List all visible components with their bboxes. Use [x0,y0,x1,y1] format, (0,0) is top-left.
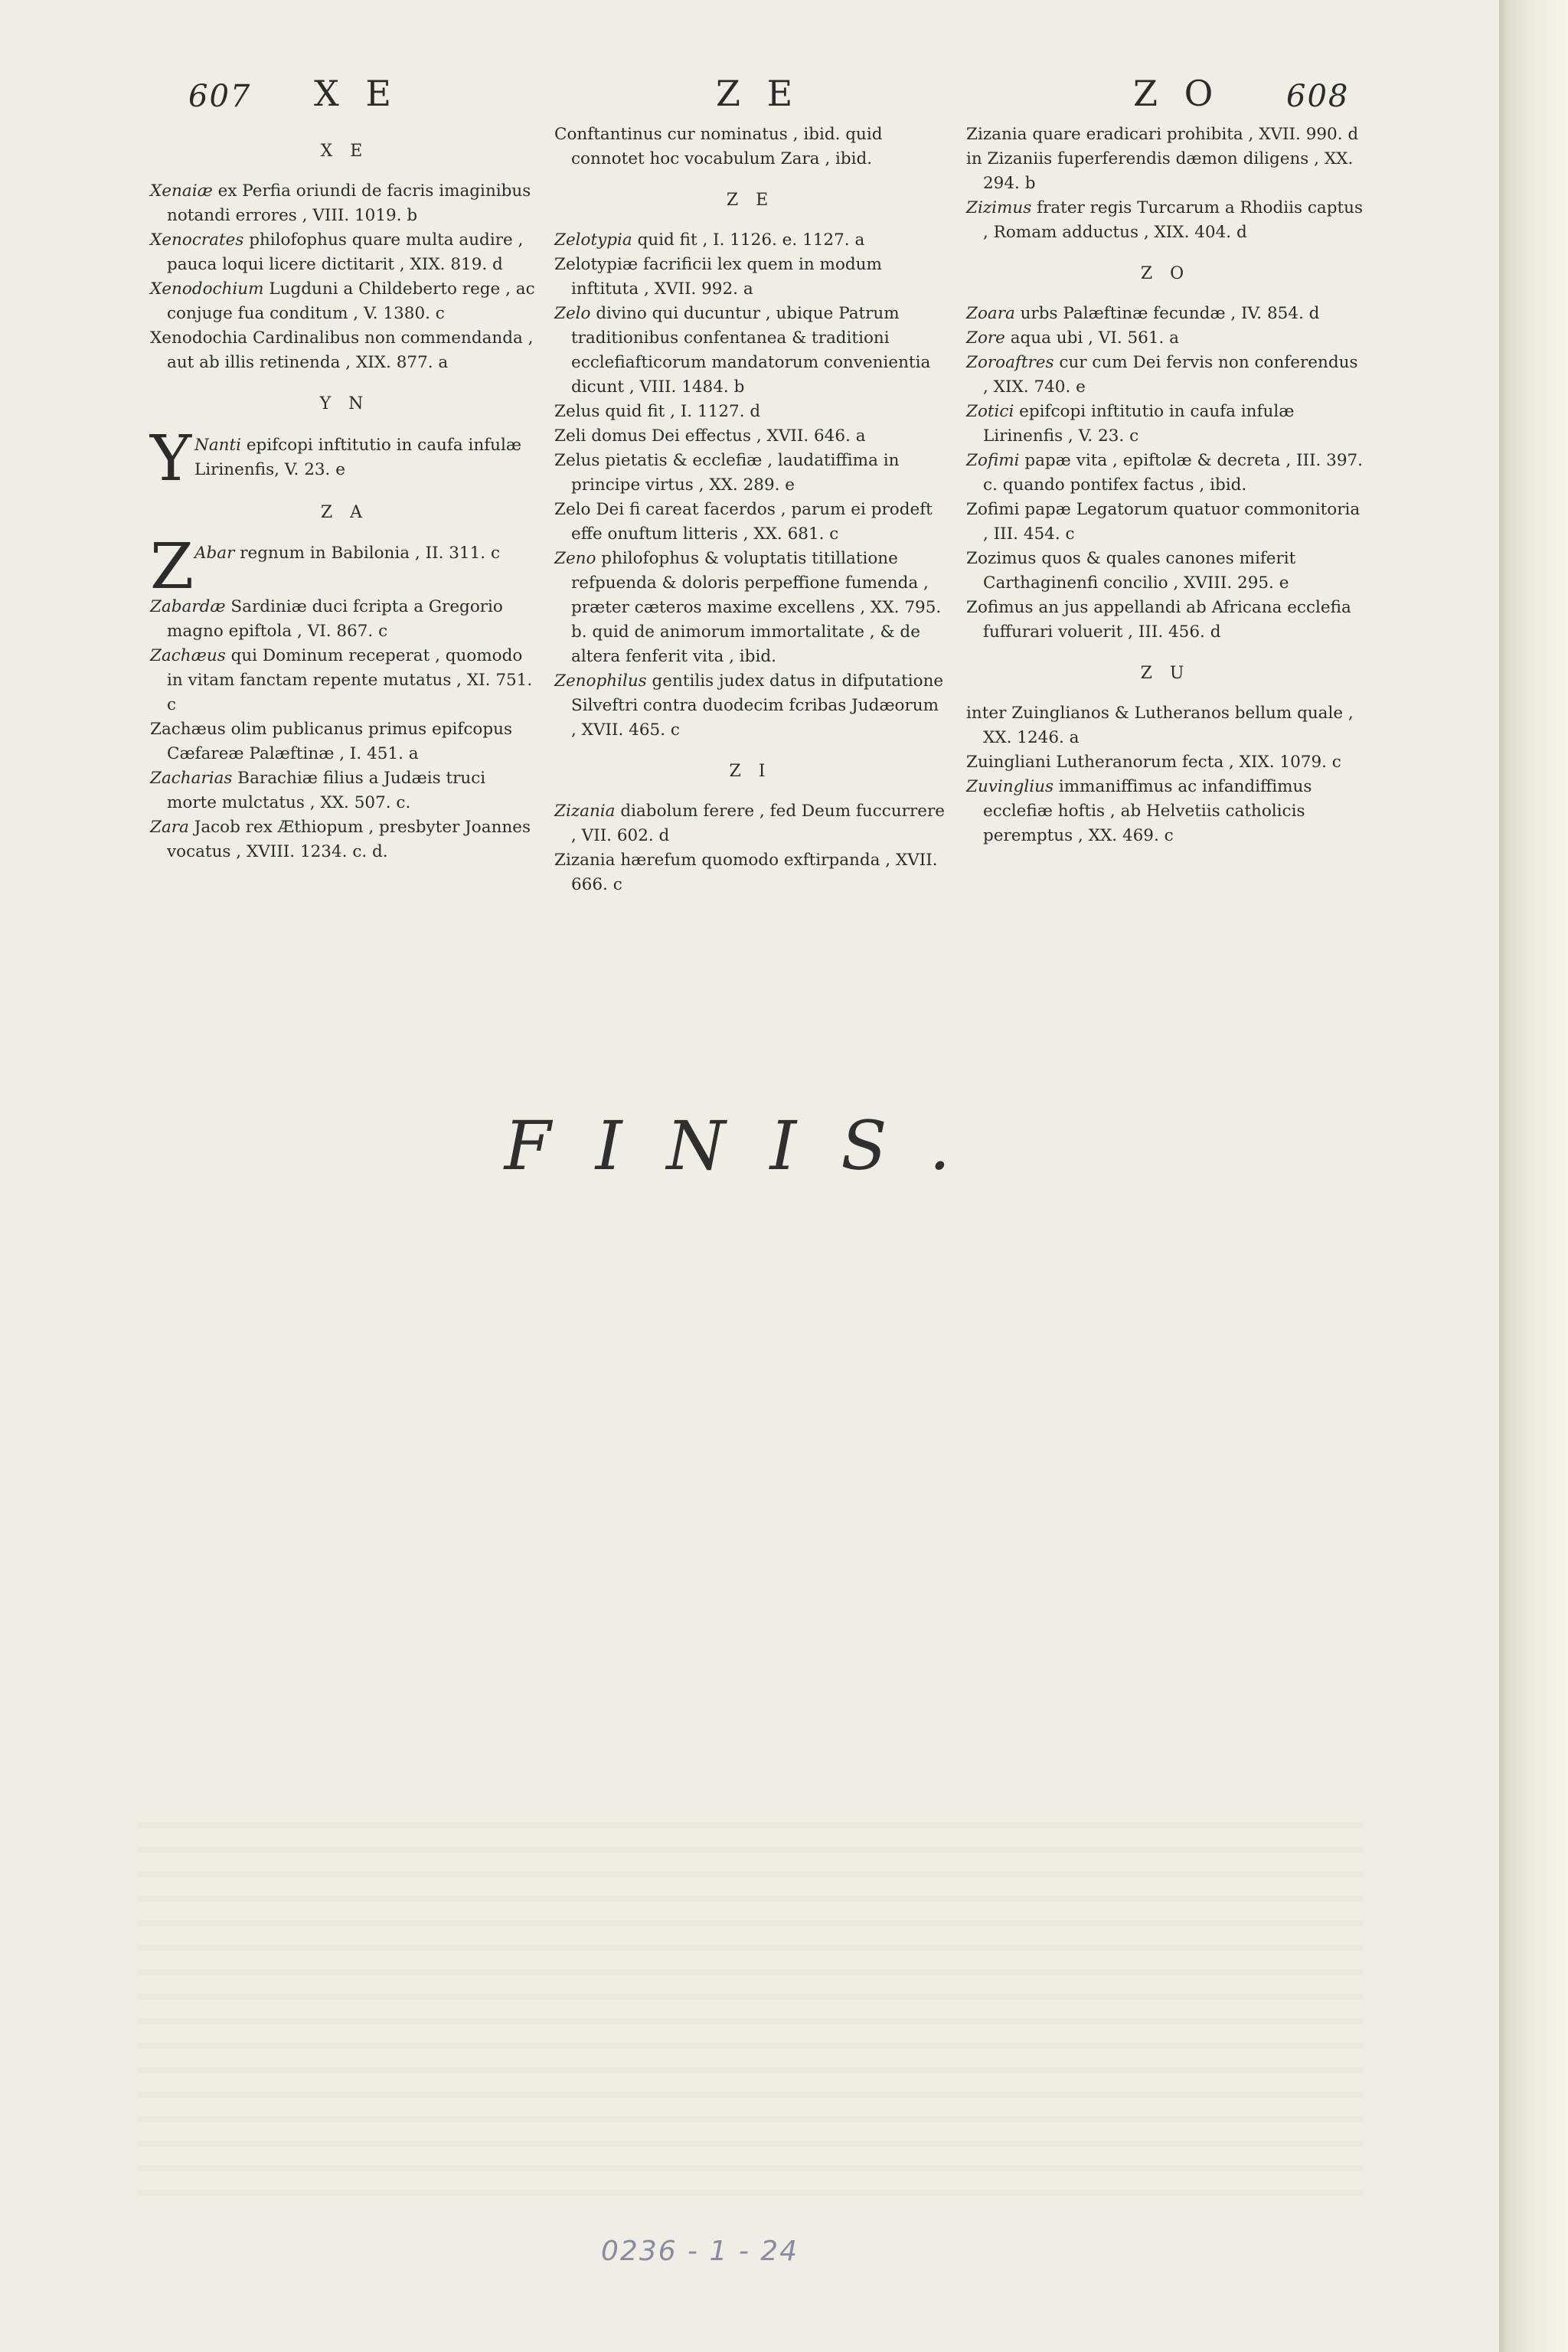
entry-keyword: Xenodochium [150,279,264,299]
finis-colophon: FINIS. [504,1106,995,1185]
entry-text: aqua ubi , VI. 561. a [1004,328,1180,348]
entry-keyword: Xenocrates [150,230,244,250]
entry-text: urbs Palæftinæ fecundæ , IV. 854. d [1014,304,1320,323]
right-running-letters: Z O [1133,73,1221,114]
entry-keyword: Zizimus [966,198,1032,217]
index-entry [966,498,1364,547]
section-heading: Z A [320,502,369,522]
entry-keyword: Zelo [554,304,591,323]
entry-keyword: Zenophilus [554,671,647,691]
entry-keyword: Zotici [966,402,1014,421]
center-running-letters: Z E [716,73,801,114]
entry-text: philofophus quare multa audire , pauca loqui licere dictitarit , XIX. 819. d [167,230,524,274]
index-entry-dropcap [150,531,539,603]
entry-keyword: Zuvinglius [966,777,1054,796]
index-entry [150,717,539,766]
entry-text: Zofimus an jus appellandi ab Africana ecclefia fuffurari voluerit , III. 456. d [966,598,1351,642]
index-entry [554,228,946,253]
index-entry [554,400,946,424]
index-entry [554,498,946,547]
entry-text: Zizania quare eradicari prohibita , XVII. 990. d [966,125,1359,144]
entry-keyword: Zore [966,328,1005,348]
index-entry [150,815,539,864]
entry-text: Barachiæ filius a Judæis truci morte mulctatus , XX. 507. c. [167,769,486,812]
entry-text: epifcopi inftitutio in caufa infulæ Lirinenfis , V. 23. c [983,402,1295,446]
drop-capital: Z [150,531,194,603]
entry-text: Zelotypiæ facrificii lex quem in modum inftituta , XVII. 992. a [554,255,882,299]
left-page-number: 607 [188,79,252,114]
index-entry [150,766,539,815]
index-column-1 [150,122,539,864]
entry-keyword: Zacharias [150,769,233,788]
entry-text: epifcopi inftitutio in caufa infulæ Lirinenfis, V. 23. e [194,435,522,479]
entry-text: quid fit , I. 1126. e. 1127. a [632,230,865,250]
drop-capital: Y [150,422,192,495]
page-edge [1499,0,1568,2352]
index-column-3 [966,122,1364,848]
section-heading: Z E [726,191,775,210]
index-entry [554,253,946,302]
entry-text: frater regis Turcarum a Rhodiis captus , Romam adductus , XIX. 404. d [983,198,1363,242]
index-entry [554,848,946,897]
entry-keyword: Zizania [554,802,616,821]
index-entry [966,351,1364,400]
left-running-letters: X E [314,73,399,114]
entry-text: Zelus quid fit , I. 1127. d [554,402,761,421]
right-page-number: 608 [1286,79,1350,114]
entry-text: Xenodochia Cardinalibus non commendanda , aut ab illis retinenda , XIX. 877. a [150,328,534,372]
index-entry [966,701,1364,750]
entry-text: regnum in Babilonia , II. 311. c [234,544,500,563]
section-heading: X E [320,142,369,161]
entry-text: diabolum ferere , fed Deum fuccurrere , VII. 602. d [571,802,945,845]
entry-text: inter Zuinglianos & Lutheranos bellum quale , XX. 1246. a [966,704,1354,747]
index-entry [966,400,1364,449]
index-entry [966,196,1364,245]
entry-text: Lugduni a Childeberto rege , ac conjuge fua conditum , V. 1380. c [167,279,535,323]
index-entry [554,449,946,498]
index-entry [554,799,946,848]
index-entry [966,596,1364,645]
index-entry [966,775,1364,848]
entry-text: cur cum Dei fervis non conferendus , XIX. 740. e [983,353,1358,397]
index-entry [150,277,539,326]
entry-keyword: Zoara [966,304,1015,323]
entry-keyword: Zoroaftres [966,353,1054,372]
entry-keyword: Zabardæ [150,597,226,616]
entry-text: Zuingliani Lutheranorum fecta , XIX. 1079. c [966,753,1341,772]
index-entry [554,122,946,172]
index-entry-dropcap [150,422,539,495]
entry-text: Zizania hærefum quomodo exftirpanda , XVII. 666. c [554,851,938,894]
entry-keyword: Zachæus [150,646,226,665]
entry-keyword: Zara [150,818,189,837]
entry-text: Jacob rex Æthiopum , presbyter Joannes vocatus , XVIII. 1234. c. d. [167,818,531,861]
entry-text: Zeli domus Dei effectus , XVII. 646. a [554,426,866,446]
entry-keyword: Zelotypia [554,230,632,250]
running-head [0,73,1499,126]
section-heading: Z U [1140,664,1191,683]
index-entry [554,669,946,743]
index-entry [150,644,539,717]
entry-keyword: Zeno [554,549,596,568]
entry-text: Zelus pietatis & ecclefiæ , laudatiffima in principe virtus , XX. 289. e [554,451,900,495]
entry-text: Sardiniæ duci fcripta a Gregorio magno epiftola , VI. 867. c [167,597,503,641]
index-entry [150,595,539,644]
entry-text: philofophus & voluptatis titillatione refpuenda & doloris perpeffione fumenda , præter cæteros maxime excellens , XX. 795. b. quid de animorum immortalitate , & de altera fenferit vita , ibid. [571,549,942,666]
index-entry [966,302,1364,326]
index-entry [554,547,946,669]
entry-text: in Zizaniis fuperferendis dæmon diligens , XX. 294. b [966,149,1354,193]
entry-text: gentilis judex datus in difputatione Silveftri contra duodecim fcribas Judæorum , XVII. 465. c [571,671,944,740]
entry-text: Zozimus quos & quales canones miferit Carthaginenfi concilio , XVIII. 295. e [966,549,1296,593]
entry-keyword: Nanti [194,435,241,455]
entry-text: Zofimi papæ Legatorum quatuor commonitoria , III. 454. c [966,500,1361,544]
entry-text: Conftantinus cur nominatus , ibid. quid connotet hoc vocabulum Zara , ibid. [554,125,883,168]
index-entry [966,449,1364,498]
index-entry [966,147,1364,196]
index-entry [150,228,539,277]
index-entry [150,179,539,228]
index-column-2 [554,122,946,897]
entry-text: Zelo Dei fi careat facerdos , parum ei prodeft effe onuftum litteris , XX. 681. c [554,500,933,544]
entry-text: immaniffimus ac infandiffimus ecclefiæ hoftis , ab Helvetiis catholicis peremptus , XX. 469. c [983,777,1312,845]
entry-text: Zachæus olim publicanus primus epifcopus Cæfareæ Palæftinæ , I. 451. a [150,720,512,763]
entry-text: ex Perfia oriundi de facris imaginibus notandi errores , VIII. 1019. b [167,181,531,225]
entry-keyword: Zofimi [966,451,1020,470]
section-heading: Y N [319,394,370,413]
show-through-text [138,1822,1363,2205]
index-entry [150,326,539,375]
index-entry [554,424,946,449]
section-heading: Z O [1140,264,1191,283]
handwritten-shelfmark: 0236 - 1 - 24 [601,2236,799,2267]
index-entry [554,302,946,400]
section-heading: Z I [729,762,772,781]
entry-keyword: Xenaiæ [150,181,213,201]
index-entry [966,326,1364,351]
entry-text: divino qui ducuntur , ubique Patrum traditionibus confentanea & traditioni ecclefiafticorum mandatorum convenientia dicunt , VIII. 1484. b [571,304,931,397]
index-entry [966,122,1364,147]
entry-text: papæ vita , epiftolæ & decreta , III. 397. c. quando pontifex factus , ibid. [983,451,1364,495]
entry-text: qui Dominum receperat , quomodo in vitam fanctam repente mutatus , XI. 751. c [167,646,533,714]
index-entry [966,547,1364,596]
entry-keyword: Abar [194,544,235,563]
index-entry [966,750,1364,775]
